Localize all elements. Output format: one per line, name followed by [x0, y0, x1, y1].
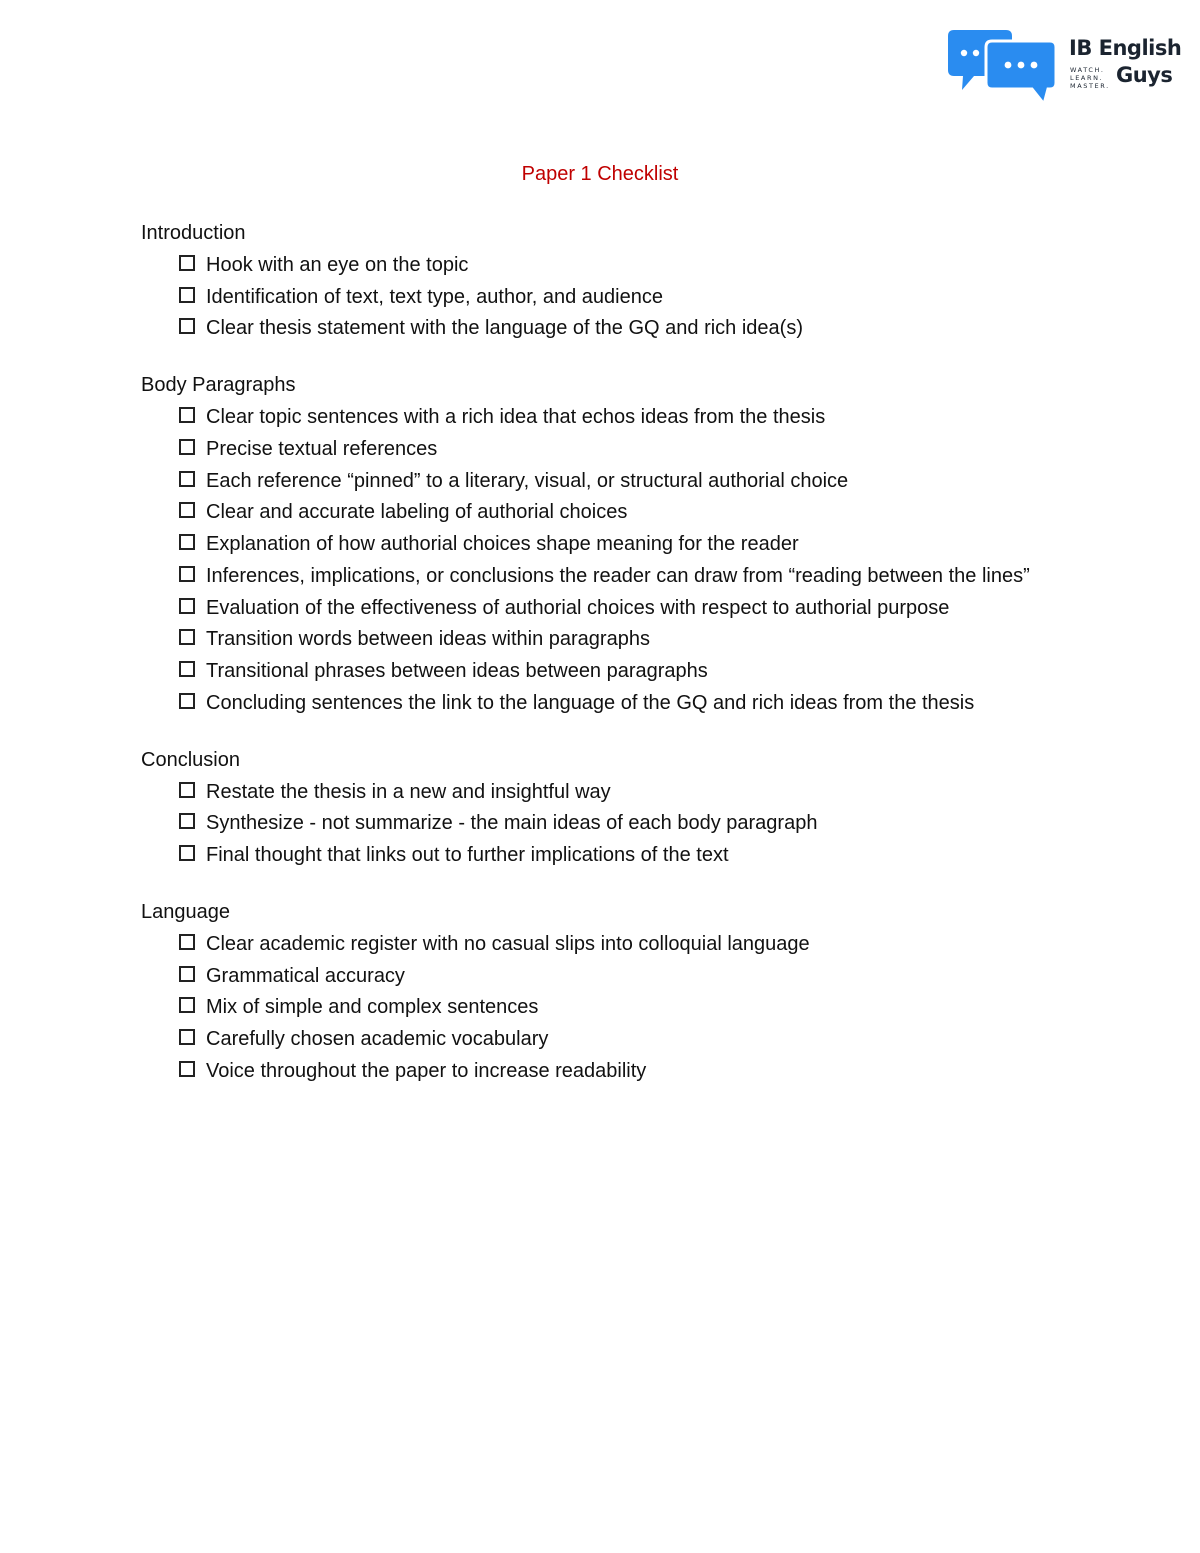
checklist [141, 218, 1041, 1113]
checklist-item-label: Restate the thesis in a new and insightful way [206, 780, 611, 803]
checklist-item-label: Clear topic sentences with a rich idea that echos ideas from the thesis [206, 406, 826, 429]
checklist-item-label: Carefully chosen academic vocabulary [206, 1028, 549, 1050]
section-heading: Conclusion [141, 748, 240, 771]
checkbox[interactable] [179, 966, 195, 982]
checkbox[interactable] [179, 439, 195, 455]
checkbox[interactable] [179, 287, 195, 303]
checklist-item [141, 1056, 1041, 1086]
checklist-item [141, 688, 1041, 718]
page-title: Paper 1 Checklist [521, 163, 679, 185]
logo-tagline-1: WATCH. [1070, 66, 1105, 74]
brand-logo [948, 28, 1182, 108]
checkbox[interactable] [179, 629, 195, 645]
checklist-item [141, 929, 1041, 959]
checklist-item-label: Identification of text, text type, author, and audience [206, 285, 663, 308]
checklist-item-label: Concluding sentences the link to the language of the GQ and rich ideas from the thesis [206, 691, 975, 714]
section-heading: Language [141, 900, 230, 923]
logo-tagline [1070, 66, 1120, 90]
logo-name-line2: Guys [1116, 63, 1173, 87]
checkbox[interactable] [179, 598, 195, 614]
checklist-item [141, 656, 1041, 686]
checklist-item-label: Clear and accurate labeling of authorial choices [206, 501, 628, 524]
checkbox[interactable] [179, 845, 195, 861]
checklist-item-label: Inferences, implications, or conclusions the reader can draw from “reading between the lines” [206, 564, 1030, 587]
checklist-item-label: Final thought that links out to further implications of the text [206, 843, 729, 866]
checklist-item [141, 529, 1041, 559]
checklist-item [141, 434, 1041, 464]
logo-tagline-2: LEARN. [1070, 74, 1104, 82]
checklist-item-label: Voice throughout the paper to increase readability [206, 1059, 647, 1082]
checklist-item-label: Evaluation of the effectiveness of authorial choices with respect to authorial purpose [206, 596, 950, 619]
checklist-item [141, 1024, 1041, 1054]
checklist-item [141, 313, 1041, 343]
checkbox[interactable] [179, 471, 195, 487]
checklist-item [141, 840, 1041, 870]
checklist-item-label: Synthesize - not summarize - the main ideas of each body paragraph [206, 812, 818, 835]
checklist-item [141, 624, 1041, 654]
checklist-item-label: Clear academic register with no casual slips into colloquial language [206, 932, 810, 955]
section-introduction [141, 218, 1041, 343]
chat-bubbles-icon [948, 28, 1063, 108]
checkbox[interactable] [179, 407, 195, 423]
logo-name-line1: IB English [1069, 36, 1182, 60]
checklist-item-label: Transition words between ideas within paragraphs [206, 628, 650, 651]
section-body-paragraphs [141, 370, 1041, 717]
checklist-item-label: Precise textual references [206, 438, 438, 461]
checkbox[interactable] [179, 997, 195, 1013]
checkbox[interactable] [179, 534, 195, 550]
checkbox[interactable] [179, 502, 195, 518]
checkbox[interactable] [179, 255, 195, 271]
checkbox[interactable] [179, 1029, 195, 1045]
section-heading: Body Paragraphs [141, 374, 296, 397]
section-language [141, 897, 1041, 1086]
checkbox[interactable] [179, 813, 195, 829]
checkbox[interactable] [179, 1061, 195, 1077]
section-heading: Introduction [141, 222, 246, 244]
checklist-item [141, 561, 1041, 591]
checklist-item [141, 282, 1041, 312]
checklist-item-label: Transitional phrases between ideas between paragraphs [206, 659, 708, 682]
checklist-item [141, 992, 1041, 1022]
checklist-item [141, 250, 1041, 280]
section-conclusion [141, 745, 1041, 870]
checklist-item-label: Explanation of how authorial choices shape meaning for the reader [206, 533, 799, 556]
checklist-item-label: Clear thesis statement with the language of the GQ and rich idea(s) [206, 317, 803, 340]
checkbox[interactable] [179, 934, 195, 950]
checklist-item [141, 466, 1041, 496]
checklist-item [141, 593, 1041, 623]
checklist-item-label: Each reference “pinned” to a literary, visual, or structural authorial choice [206, 469, 849, 492]
logo-tagline-3: MASTER. [1070, 82, 1110, 90]
checkbox[interactable] [179, 693, 195, 709]
checkbox[interactable] [179, 318, 195, 334]
checkbox[interactable] [179, 566, 195, 582]
checklist-item [141, 497, 1041, 527]
checklist-item [141, 777, 1041, 807]
checkbox[interactable] [179, 782, 195, 798]
checklist-item [141, 808, 1041, 838]
checklist-item-label: Mix of simple and complex sentences [206, 996, 539, 1019]
checklist-item-label: Grammatical accuracy [206, 964, 405, 987]
checklist-item [141, 402, 1041, 432]
checklist-item-label: Hook with an eye on the topic [206, 254, 469, 276]
checkbox[interactable] [179, 661, 195, 677]
checklist-item [141, 961, 1041, 991]
